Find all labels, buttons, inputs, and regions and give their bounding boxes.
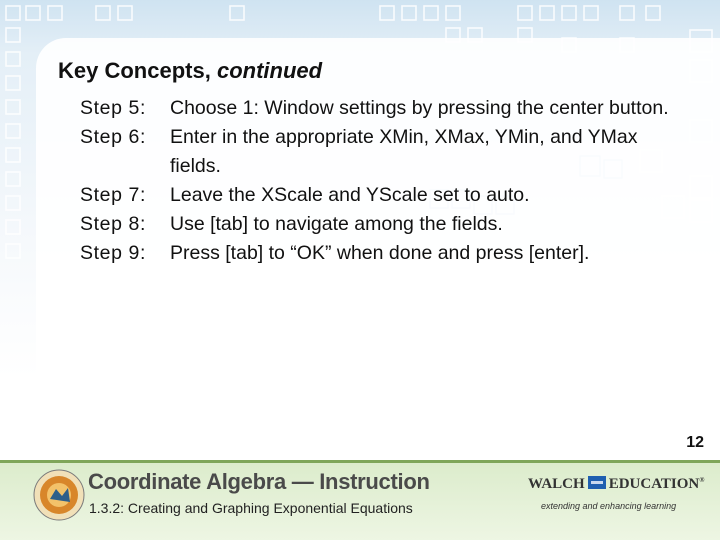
step-text: Use [tab] to navigate among the fields.: [170, 213, 503, 235]
title-main: Key Concepts,: [58, 58, 211, 83]
slide-title: [58, 58, 322, 84]
step-item: [80, 94, 680, 123]
step-item: [80, 123, 680, 181]
step-text: Press [tab] to “OK” when done and press [enter].: [170, 242, 590, 264]
publisher-tagline: extending and enhancing learning: [541, 501, 677, 511]
step-label: Step 8:: [80, 213, 146, 235]
brand-right: EDUCATION: [608, 476, 700, 492]
footer-bar: [0, 460, 720, 540]
title-continued: continued: [216, 58, 323, 83]
step-text: Choose 1: Window settings by pressing the center button.: [170, 97, 669, 119]
page-number: 12: [686, 434, 704, 451]
course-title: Coordinate Algebra — Instruction: [88, 469, 430, 494]
brand-left: WALCH: [528, 476, 585, 492]
step-label: Step 5:: [80, 97, 146, 119]
publisher-logo: WALCH EDUCATION®: [528, 476, 705, 492]
step-item: [80, 239, 680, 268]
step-item: [80, 181, 680, 210]
common-core-logo: [33, 469, 85, 521]
lesson-title: 1.3.2: Creating and Graphing Exponential Equations: [89, 500, 413, 516]
step-label: Step 6:: [80, 126, 146, 148]
step-label: Step 9:: [80, 242, 146, 264]
step-text: Leave the XScale and YScale set to auto.: [170, 184, 530, 206]
flag-icon: [588, 476, 606, 489]
step-label: Step 7:: [80, 184, 146, 206]
step-list: [80, 94, 680, 268]
step-text: Enter in the appropriate XMin, XMax, YMin, and YMax fields.: [170, 126, 638, 177]
step-item: [80, 210, 680, 239]
